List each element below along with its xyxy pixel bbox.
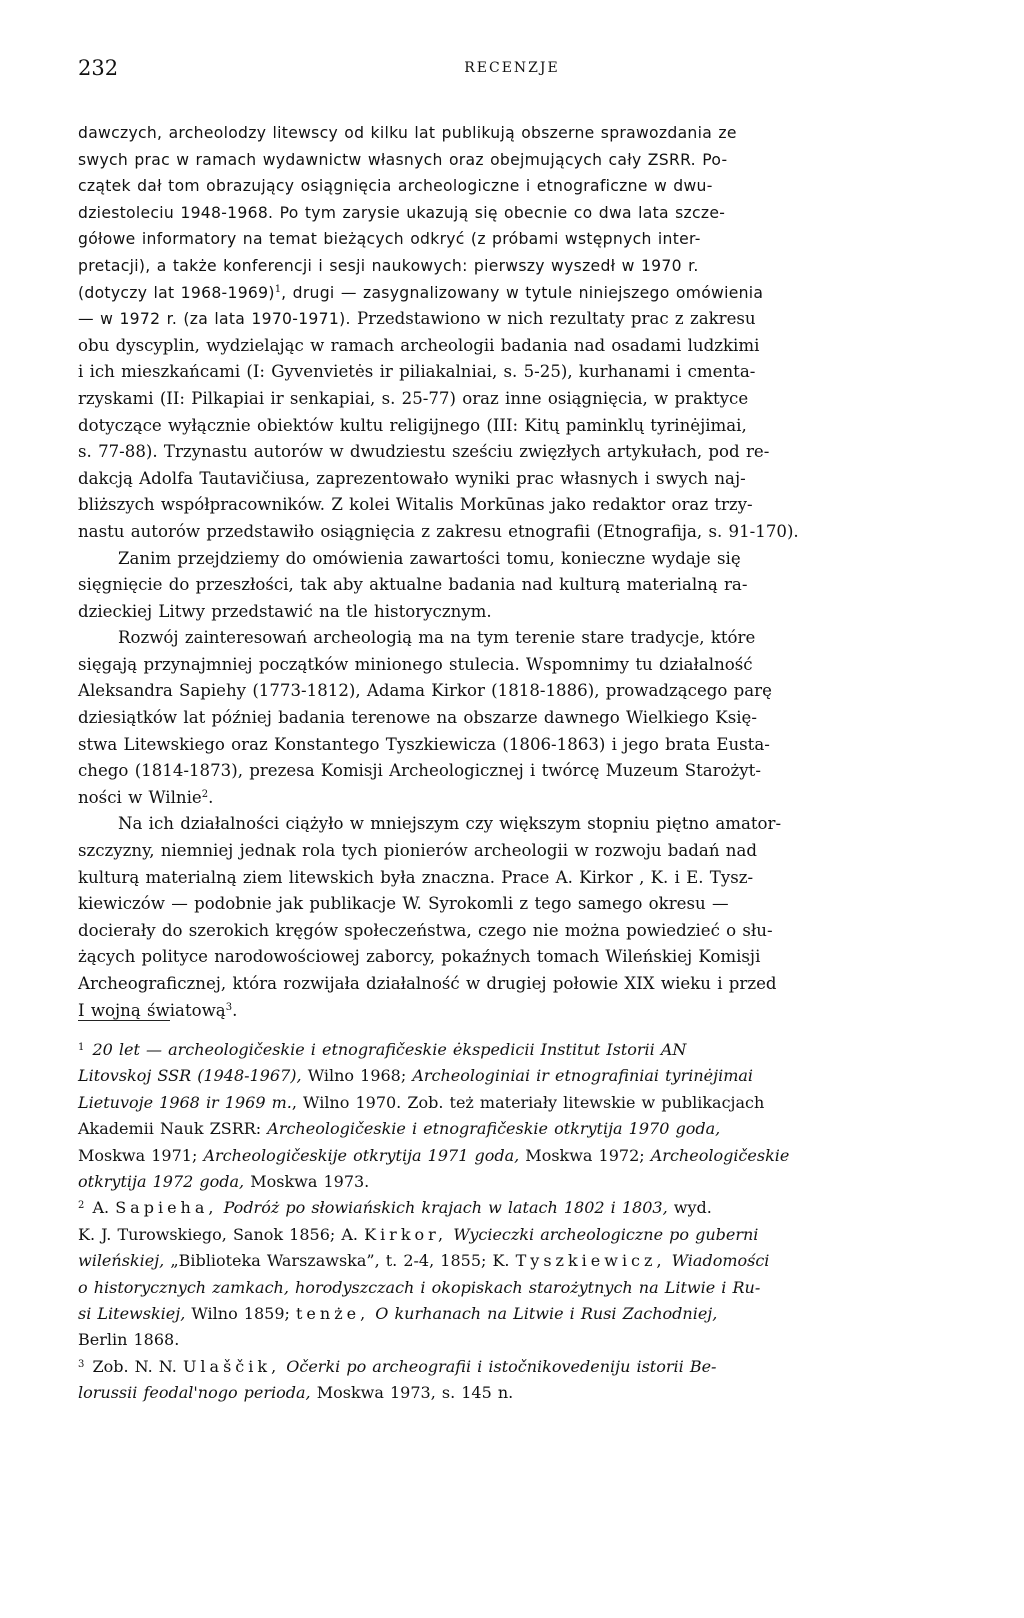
footnote-3-text-2: Moskwa 1973, s. 145 n. xyxy=(310,1383,514,1403)
paragraph-4 xyxy=(78,811,954,1024)
paragraph-1 xyxy=(78,120,954,546)
footnote-2 xyxy=(78,1195,954,1353)
paragraph-3-text: Rozwój zainteresowań archeologią ma na tym terenie stare tradycje, które sięgają przynajmniej początków minionego stulecia. Wspomnimy tu działalność Aleksandra Sapiehy (1773-1812), Adama Kirkor (1818-1886), prowadzącego parę dziesiątków lat później badania terenowe na obszarze dawnego Wielkiego Księ- stwa Litewskiego oraz Konstantego Tyszkiewicza (1806-1863) i jego brata Eusta- chego (1814-1873), prezesa Komisji Archeologicznej i twórcę Muzeum Starożyt- ności w Wilnie xyxy=(78,628,772,807)
footnote-2-author-tenze: tenże, xyxy=(296,1304,370,1324)
paragraph-4-text: Na ich działalności ciążyło w mniejszym czy większym stopniu piętno amator- szczyzny, niemniej jednak rola tych pionierów archeologii w rozwoju badań nad kulturą materialną ziem litewskich była znaczna. Prace A. Kirkor , K. i E. Tysz- kiewiczów — podobnie jak publikacje W. Syrokomli z tego samego okresu — docierały do szerokich kręgów społeczeństwa, czego nie można powiedzieć o słu- żących polityce narodowościowej zaborcy, pokaźnych tomach Wileńskiej Komisji Archeograficznej, która rozwijała działalność w drugiej połowie XIX wieku i przed I wojną światową xyxy=(78,814,782,1020)
paragraph-2: Zanim przejdziemy do omówienia zawartości tomu, konieczne wydaje się sięgnięcie do przeszłości, tak aby aktualne badania nad kulturą materialną ra- dzieckiej Litwy przedstawić na tle historycznym. xyxy=(78,548,748,621)
footnote-2-title-3: Wiadomości o historycznych zamkach, horodyszczach i okopiskach starożytnych na Litwie i Ru- si Litewskiej, xyxy=(78,1251,770,1324)
footnote-3-title: Očerki po archeografii i istočnikovedeniju istorii Be- lorussii feodal'nogo perioda, xyxy=(78,1356,717,1403)
footnotes xyxy=(78,1037,954,1407)
footnote-1-text-4: Moskwa 1972; xyxy=(519,1145,651,1165)
footnote-2-text-5: Berlin 1868. xyxy=(78,1330,180,1350)
footnote-1-text-3: Moskwa 1971; xyxy=(78,1145,198,1165)
paragraph-3-end: . xyxy=(208,787,214,807)
footnote-1-title-4: Archeologičeskije otkrytija 1971 goda, xyxy=(203,1145,520,1165)
footnote-2-title: Podróż po słowiańskich krajach w latach 1802 i 1803, xyxy=(223,1198,668,1218)
paragraph-1-serif-part: Przedstawiono w nich rezultaty prac z zakresu obu dyscyplin, wydzielając w ramach archeologii badania nad osadami ludzkimi i ich mieszkańcami (I: Gyvenvietės ir piliakalniai, s. 5-25), kurhanami i cmenta- rzyskami (II: Pilkapiai ir senkapiai, s. 25-77) oraz inne osiągnięcia, w praktyce dotyczące wyłącznie obiektów kultu religijnego (III: Kitų paminklų tyrinėjimai, s. 77-88). Trzynastu autorów w dwudziestu sześciu zwięzłych artykułach, pod re- dakcją Adolfa Tautavičiusa, zaprezentowało wyniki prac własnych i swych naj- bliższych współpracowników. Z kolei Witalis Morkūnas jako redaktor oraz trzy- nastu autorów przedstawiło osiągnięcia z zakresu etnografii (Etnografija, s. 91-170). xyxy=(78,309,799,541)
footnote-1-text: Wilno 1968; xyxy=(301,1066,413,1086)
footnote-2-author-kirkor: Kirkor, xyxy=(364,1224,448,1244)
footnote-1-title-3: Archeologičeskie i etnografičeskie otkrytija 1970 goda, xyxy=(267,1119,721,1139)
footnote-1-title-2: Archeologiniai ir etnografiniai tyrinėjimai Lietuvoje 1968 ir 1969 m. xyxy=(78,1066,754,1112)
footnote-2-title-4: O kurhanach na Litwie i Rusi Zachodniej, xyxy=(375,1304,718,1324)
footnote-3-author: Ulaščik, xyxy=(182,1356,281,1376)
running-head xyxy=(78,56,946,86)
footnote-1-title-5: Archeologičeskie otkrytija 1972 goda, xyxy=(78,1145,790,1192)
footnote-2-text-2: wyd. K. J. Turowskiego, Sanok 1856; A. xyxy=(78,1198,712,1244)
footnote-1-title: 20 let — archeologičeskie i etnografičeskie ėkspedicii Institut Istorii AN Litovskoj SSR (1948-1967), xyxy=(78,1040,687,1086)
section-title: RECENZJE xyxy=(464,60,560,76)
paragraph-1-sans-part: dawczych, archeolodzy litewscy od kilku lat publikują obszerne sprawozdania ze swych prac w ramach wydawnictw własnych oraz obejmujących cały ZSRR. Po- czątek dał tom obrazujący osiągnięcia archeologiczne i etnograficzne w dwu- dziestoleciu 1948-1968. Po tym zarysie ukazują się obecnie co dwa lata szcze- gółowe informatory na temat bieżących odkryć (z próbami wstępnych inter- pretacji), a także konferencji i sesji naukowych: pierwszy wyszedł w 1970 r. (dotyczy lat 1968-1969) xyxy=(78,124,737,302)
footnote-ref-1: 1 xyxy=(274,283,282,295)
footnote-ref-2: 2 xyxy=(201,788,209,800)
footnote-2-text: A. xyxy=(92,1198,116,1218)
footnote-2-number: 2 xyxy=(78,1200,85,1212)
footnote-2-author-tyszkiewicz: Tyszkiewicz, xyxy=(515,1251,666,1271)
footnote-2-author-sapieha: Sapieha, xyxy=(115,1198,218,1218)
footnote-divider xyxy=(78,1020,170,1021)
footnote-1 xyxy=(78,1037,954,1195)
paragraph-4-end: . xyxy=(232,1000,238,1020)
footnote-2-text-3: „Biblioteka Warszawska”, t. 2-4, 1855; K. xyxy=(164,1251,516,1271)
footnote-3-text: Zob. N. N. xyxy=(92,1356,183,1376)
footnote-ref-3: 3 xyxy=(225,1001,233,1013)
footnote-1-text-2: , Wilno 1970. Zob. też materiały litewskie w publikacjach Akademii Nauk ZSRR: xyxy=(78,1092,765,1139)
footnote-3 xyxy=(78,1354,954,1407)
page-number: 232 xyxy=(78,56,119,80)
footnote-2-text-4: Wilno 1859; xyxy=(185,1304,296,1324)
footnote-2-title-2: Wycieczki archeologiczne po guberni wileńskiej, xyxy=(78,1224,759,1271)
body-text xyxy=(78,120,954,1024)
paragraph-1-sans-part-2: , drugi — zasygnalizowany w tytule niniejszego omówienia — w 1972 r. (za lata 1970-1971). xyxy=(78,283,764,329)
footnote-3-number: 3 xyxy=(78,1358,85,1370)
footnote-1-number: 1 xyxy=(78,1042,85,1053)
footnote-1-text-5: Moskwa 1973. xyxy=(244,1172,370,1192)
paragraph-3 xyxy=(78,625,954,811)
